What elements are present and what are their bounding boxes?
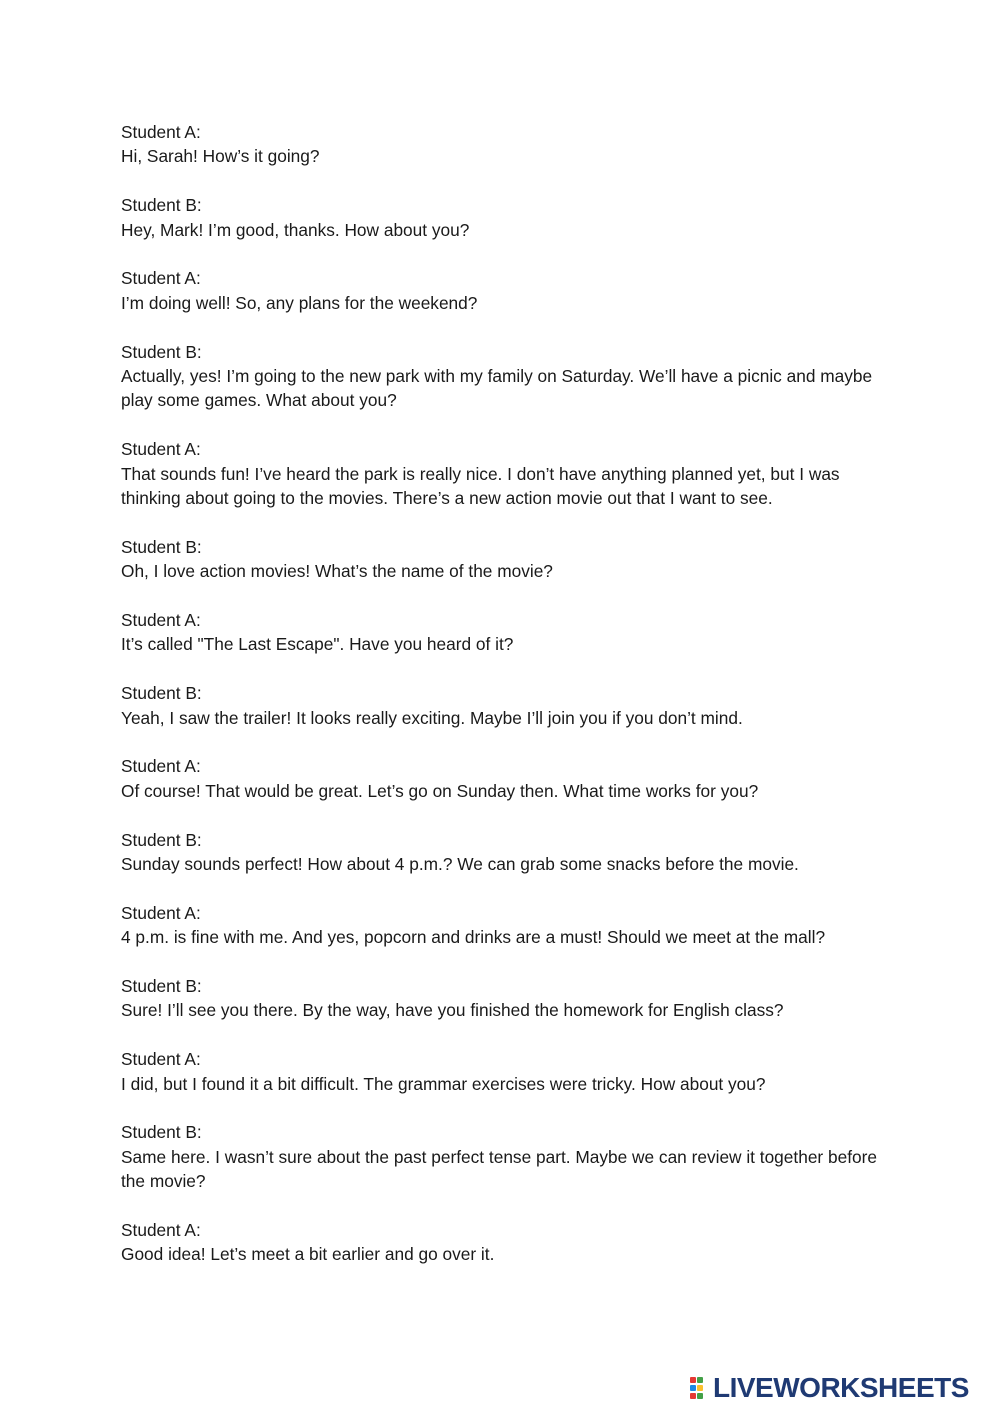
dialogue-turn — [121, 974, 891, 1023]
speech-text: Actually, yes! I’m going to the new park with my family on Saturday. We’ll have a picnic and maybe play some games. What about you? — [121, 366, 873, 411]
speech-text: Sure! I’ll see you there. By the way, have you finished the homework for English class? — [121, 1000, 784, 1021]
dialogue-turn — [121, 1120, 891, 1193]
liveworksheets-logo — [690, 1374, 969, 1402]
dialogue-turn — [121, 535, 891, 584]
dialogue-turn — [121, 193, 891, 242]
dialogue-turn — [121, 1047, 891, 1096]
dialogue-turn — [121, 608, 891, 657]
dialogue-turn — [121, 901, 891, 950]
speaker-label: Student B: — [121, 1122, 202, 1143]
speech-text: That sounds fun! I’ve heard the park is really nice. I don’t have anything planned yet, but I was thinking about going to the movies. There’s a new action movie out that I want to see. — [121, 463, 840, 509]
speech-text: It’s called "The Last Escape". Have you heard of it? — [121, 634, 514, 655]
speech-text: 4 p.m. is fine with me. And yes, popcorn and drinks are a must! Should we meet at the mall? — [121, 927, 826, 948]
speaker-label: Student B: — [121, 536, 202, 557]
speaker-label: Student A: — [121, 1220, 201, 1241]
dialogue-turn — [121, 120, 891, 169]
speech-text: I did, but I found it a bit difficult. The grammar exercises were tricky. How about you? — [121, 1073, 766, 1094]
speaker-label: Student A: — [121, 610, 201, 631]
speaker-label: Student A: — [121, 268, 201, 289]
speech-text: Of course! That would be great. Let’s go on Sunday then. What time works for you? — [121, 780, 759, 801]
dialogue-turn — [121, 754, 891, 803]
speech-text: Sunday sounds perfect! How about 4 p.m.? We can grab some snacks before the movie. — [121, 854, 799, 875]
speaker-label: Student A: — [121, 902, 201, 923]
speaker-label: Student B: — [121, 683, 202, 704]
dialogue-turn — [121, 266, 891, 315]
speech-text: Hi, Sarah! How’s it going? — [121, 146, 320, 167]
dialogue-turn — [121, 828, 891, 877]
speaker-label: Student A: — [121, 1049, 201, 1070]
speech-text: Hey, Mark! I’m good, thanks. How about you? — [121, 219, 470, 240]
speaker-label: Student B: — [121, 976, 202, 997]
dialogue-document — [121, 120, 891, 1291]
liveworksheets-mark-icon — [690, 1377, 710, 1399]
dialogue-turn — [121, 1218, 891, 1267]
logo-text: LIVEWORKSHEETS — [713, 1372, 969, 1403]
speech-text: Same here. I wasn’t sure about the past perfect tense part. Maybe we can review it together before the movie? — [121, 1146, 877, 1192]
speech-text: Oh, I love action movies! What’s the name of the movie? — [121, 561, 553, 582]
speech-text: I’m doing well! So, any plans for the weekend? — [121, 292, 478, 313]
speech-text: Yeah, I saw the trailer! It looks really exciting. Maybe I’ll join you if you don’t mind. — [121, 707, 743, 728]
speaker-label: Student B: — [121, 341, 202, 362]
speaker-label: Student B: — [121, 829, 202, 850]
speaker-label: Student A: — [121, 122, 201, 142]
dialogue-turn — [121, 681, 891, 730]
speaker-label: Student A: — [121, 756, 201, 777]
speaker-label: Student B: — [121, 195, 202, 216]
dialogue-turn — [121, 437, 891, 510]
dialogue-turn — [121, 340, 891, 413]
speech-text: Good idea! Let’s meet a bit earlier and go over it. — [121, 1244, 495, 1265]
speaker-label: Student A: — [121, 439, 201, 460]
